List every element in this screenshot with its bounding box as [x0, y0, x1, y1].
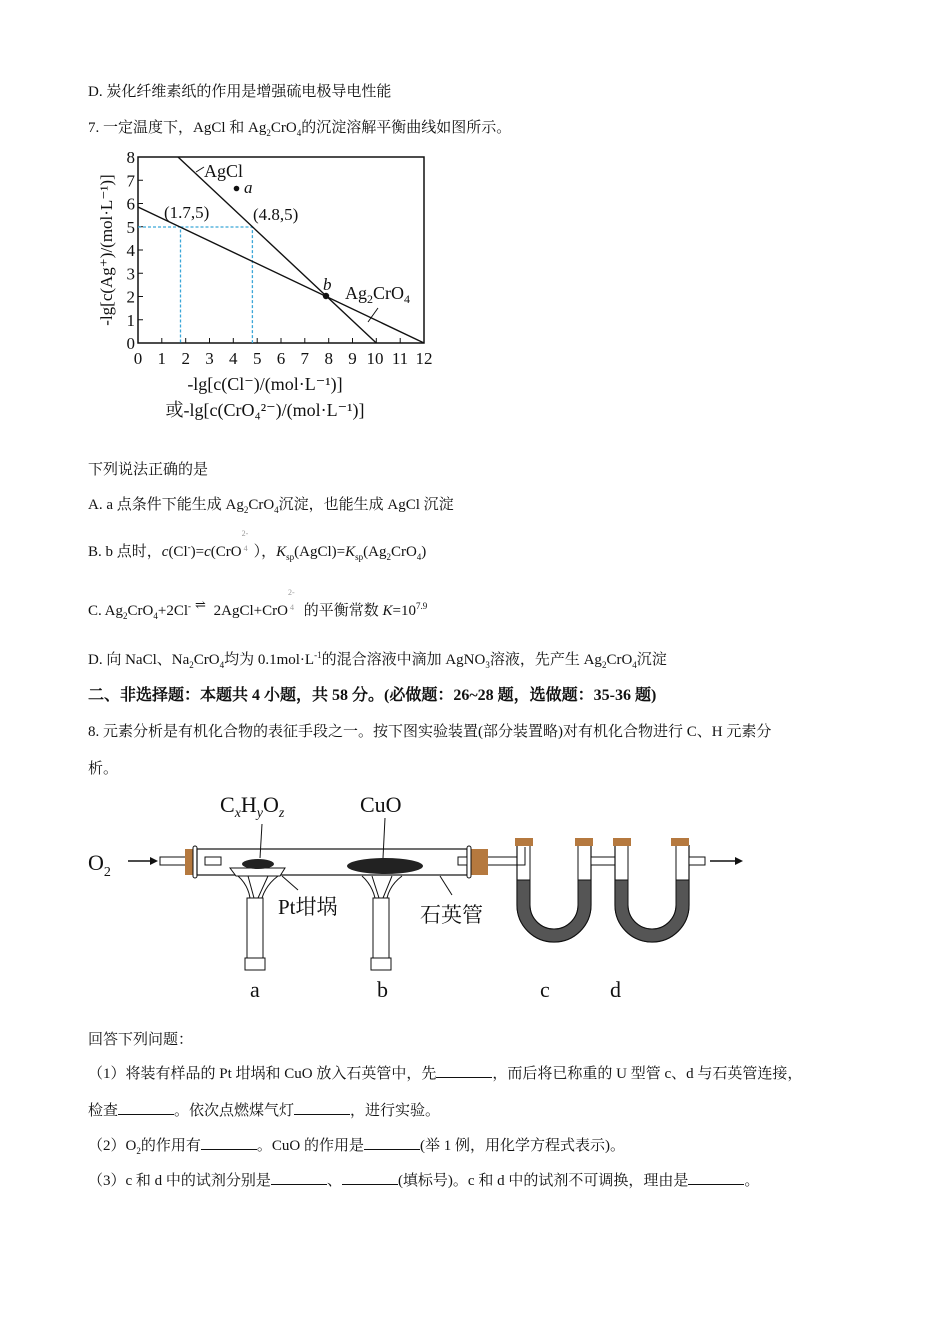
text: K [345, 544, 356, 560]
superscript: -1 [314, 650, 322, 660]
cuo-pile [347, 858, 423, 874]
text: CrO [606, 652, 633, 668]
q7-option-b[interactable] [88, 529, 427, 562]
svg-text:1: 1 [126, 310, 135, 330]
burner-a-label: a [250, 977, 260, 1002]
q8-stem-line1 [88, 722, 771, 742]
svg-text:12: 12 [415, 349, 433, 368]
text: B. b 点时， [88, 544, 162, 560]
subscript: 2 [189, 660, 194, 670]
text: 。 [744, 1173, 760, 1189]
q7-stem [88, 118, 511, 138]
burner-a [238, 876, 278, 970]
guide-lines [138, 227, 252, 343]
text: 沉淀 [636, 652, 667, 668]
agcl-leader [196, 167, 204, 172]
agcl-curve [178, 157, 376, 343]
annotation-4-8-5: (4.8,5) [253, 205, 299, 224]
text: CrO [193, 652, 220, 668]
svg-text:6: 6 [126, 194, 135, 214]
q7-option-d[interactable] [88, 650, 667, 670]
subscript: 4 [153, 611, 158, 621]
subscript: 4 [219, 660, 225, 670]
text: ，而后将已称重的 U 型管 c、d 与石英管连接， [492, 1066, 803, 1082]
text: 均为 0.1mol·L [224, 652, 315, 668]
svg-text:3: 3 [126, 264, 135, 284]
text: D. 向 NaCl、Na [88, 652, 190, 668]
q7-prompt-text: 下列说法正确的是 [88, 462, 209, 478]
subscript: sp [355, 552, 364, 562]
q7-stem-text: 的沉淀溶解平衡曲线如图所示。 [301, 120, 512, 136]
answer-blank-4[interactable] [201, 1135, 257, 1150]
text: +2Cl [157, 603, 188, 619]
subscript: 2 [601, 660, 607, 670]
text: （3）c 和 d 中的试剂分别是 [88, 1173, 271, 1189]
q8-sub1-line1 [88, 1063, 802, 1084]
text: CrO [127, 603, 154, 619]
q7-stem-text: CrO [270, 120, 297, 136]
q8-sub2 [88, 1135, 625, 1156]
point-a [234, 186, 240, 192]
x-tick-labels [134, 349, 433, 368]
text: K [276, 544, 287, 560]
svg-text:8: 8 [324, 349, 333, 368]
svg-text:2: 2 [181, 349, 190, 368]
text: 。依次点燃煤气灯 [174, 1103, 295, 1119]
text: ）， [253, 544, 277, 560]
right-stopper [470, 849, 488, 875]
svg-text:7: 7 [126, 171, 135, 191]
charge: 2- [241, 529, 249, 538]
outlet-arrowhead-icon [735, 857, 743, 865]
subscript: 3 [485, 660, 490, 670]
svg-text:0: 0 [126, 334, 135, 353]
subscript: 4 [416, 552, 422, 562]
cuo-label: CuO [360, 792, 402, 817]
answer-blank-8[interactable] [688, 1170, 744, 1185]
text: c [204, 544, 211, 560]
q7-stem-text: 7. 一定温度下，AgCl 和 Ag [88, 120, 267, 136]
combustion-analysis-apparatus [80, 780, 760, 1010]
text: ，进行实验。 [350, 1103, 441, 1119]
text: 2AgCl+CrO [213, 603, 288, 619]
svg-text:2: 2 [126, 287, 135, 307]
index: 4 [243, 544, 248, 553]
subscript: sp [286, 552, 295, 562]
text: 。CuO 的作用是 [256, 1138, 364, 1154]
ag2cro4-label: $Ag_2CrO_4$ [345, 283, 410, 306]
svg-text:5: 5 [126, 217, 135, 237]
text: (Ag [363, 544, 387, 560]
charge: 2- [287, 588, 295, 597]
chromate-charge-stack [287, 588, 300, 615]
inner-inlet [205, 857, 221, 865]
svg-text:0: 0 [133, 349, 143, 368]
point-b-label: b [323, 275, 332, 294]
answer-blank-3[interactable] [294, 1100, 350, 1115]
answer-blank-6[interactable] [271, 1170, 327, 1185]
svg-text:4: 4 [229, 349, 238, 368]
answer-blank-5[interactable] [364, 1135, 420, 1150]
crucible-label: Pt坩埚 [278, 895, 338, 919]
svg-text:7: 7 [300, 349, 310, 368]
text: 溶液，先产生 Ag [489, 652, 602, 668]
section-2-heading-text: 二、非选择题：本题共 4 小题，共 58 分。(必做题：26~28 题，选做题：35-36 题) [88, 687, 657, 704]
subscript: 2 [243, 505, 249, 515]
agcl-label: AgCl [204, 161, 244, 181]
superscript: - [187, 542, 191, 552]
text: 沉淀，也能生成 AgCl 沉淀 [278, 497, 454, 513]
text: （2）O [88, 1138, 137, 1154]
text: 检查 [88, 1103, 119, 1119]
svg-text:10: 10 [366, 349, 384, 368]
chromate-charge-stack [241, 529, 254, 556]
text: ) [421, 544, 427, 560]
svg-text:11: 11 [391, 349, 409, 368]
text: 析。 [88, 761, 119, 777]
q7-option-a[interactable] [88, 495, 454, 515]
annotation-1-7-5: (1.7,5) [164, 203, 210, 222]
q8-stem-line2 [88, 759, 118, 779]
text: (举 1 例，用化学方程式表示)。 [419, 1138, 625, 1154]
subscript: 4 [632, 660, 637, 670]
text: (Cl [168, 544, 188, 560]
tube-label: 石英管 [420, 903, 483, 927]
answer-blank-7[interactable] [342, 1170, 398, 1185]
text: C. Ag [88, 603, 124, 619]
q8-sub3 [88, 1170, 759, 1191]
text: CrO [248, 497, 275, 513]
u-tube-d-label: d [610, 977, 621, 1002]
point-a-label: a [244, 178, 253, 197]
section-2-heading [88, 686, 656, 706]
svg-text:9: 9 [348, 349, 357, 368]
q6-option-d [88, 82, 391, 102]
svg-text:1: 1 [157, 349, 167, 368]
text: K [382, 603, 393, 619]
text: )= [190, 544, 205, 560]
text: c [161, 544, 169, 560]
q7-prompt [88, 460, 208, 480]
text: 的混合溶液中滴加 AgNO [321, 652, 486, 668]
index: 4 [289, 603, 294, 612]
svg-text:5: 5 [252, 349, 262, 368]
subscript: 2 [266, 128, 271, 138]
answer-blank-2[interactable] [118, 1100, 174, 1115]
text: （1）将装有样品的 Pt 坩埚和 CuO 放入石英管中，先 [88, 1066, 437, 1082]
text: 、 [326, 1173, 342, 1189]
text: 的平衡常数 [299, 603, 383, 619]
text: 回答下列问题： [88, 1032, 194, 1048]
inlet-arrowhead-icon [150, 857, 158, 865]
subscript: 2 [136, 1146, 141, 1156]
text: =10 [392, 603, 416, 619]
subscript: 2 [123, 611, 128, 621]
subscript: 2 [386, 552, 391, 562]
svg-text:3: 3 [205, 349, 214, 368]
x-axis-label-line2: 或-lg[c(CrO₄²⁻)/(mol·L⁻¹)] [165, 400, 365, 420]
sample-formula-label: $C_xH_yO_z$ [220, 792, 285, 821]
o2-label: $O_2$ [88, 850, 111, 880]
burner-b [362, 876, 402, 970]
text: 的作用有 [140, 1138, 201, 1154]
x-axis-label-line1: -lg[c(Cl⁻)/(mol·L⁻¹)] [187, 374, 343, 394]
answer-blank-1[interactable] [436, 1063, 492, 1078]
text: (AgCl)= [294, 544, 346, 560]
pt-crucible [230, 868, 285, 876]
text: (CrO [210, 544, 242, 560]
superscript: - [188, 601, 191, 611]
subscript: 4 [274, 505, 279, 515]
right-flange [467, 846, 471, 878]
sample-pile [242, 859, 274, 869]
text: A. a 点条件下能生成 Ag [88, 497, 244, 513]
text: (填标号)。c 和 d 中的试剂不可调换，理由是 [397, 1173, 689, 1189]
q8-prompt [88, 1030, 193, 1050]
text: CrO [390, 544, 417, 560]
svg-text:4: 4 [126, 241, 135, 260]
y-axis-label: -lg[c(Ag⁺)/(mol·L⁻¹)] [97, 174, 116, 326]
u-tube-d [613, 838, 689, 942]
subscript: 4 [296, 128, 302, 138]
u-tube-c-label: c [540, 977, 550, 1002]
svg-text:6: 6 [276, 349, 286, 368]
text: 8. 元素分析是有机化合物的表征手段之一。按下图实验装置(部分装置略)对有机化合物进行 C、H 元素分 [88, 724, 772, 740]
u-tube-c [515, 838, 593, 942]
burner-b-label: b [377, 977, 388, 1002]
q7-option-c[interactable] [88, 588, 428, 621]
y-tick-labels [127, 148, 136, 353]
q8-sub1-line2 [88, 1100, 440, 1121]
q6-option-d-text: D. 炭化纤维素纸的作用是增强硫电极导电性能 [88, 84, 392, 100]
svg-text:8: 8 [126, 148, 135, 167]
superscript: 7.9 [415, 601, 428, 611]
solubility-equilibrium-chart [85, 140, 445, 430]
equilibrium-arrow-icon: ⇌ [195, 597, 206, 612]
